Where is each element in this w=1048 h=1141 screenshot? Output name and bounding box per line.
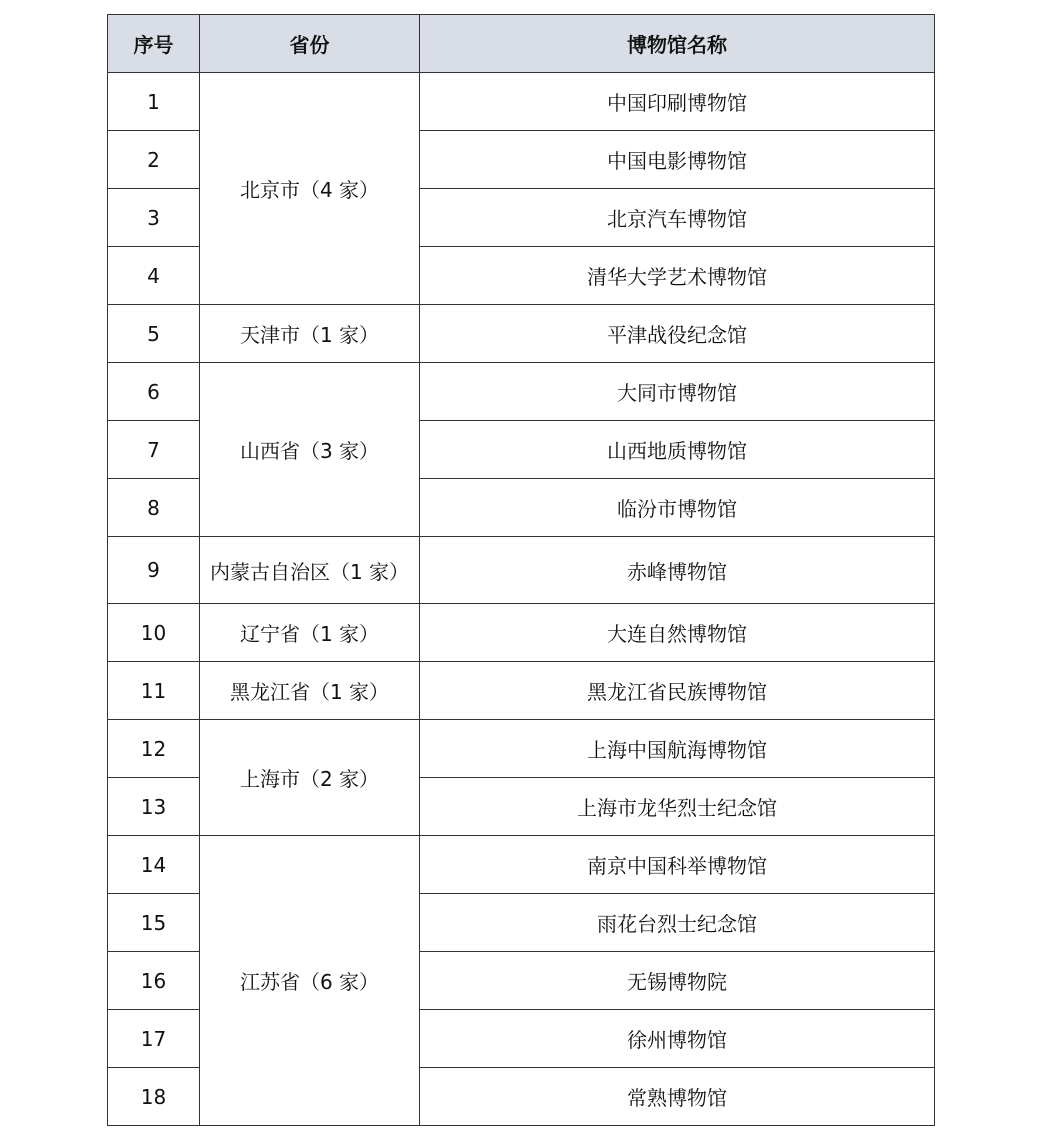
museum-name-cell: 赤峰博物馆 — [420, 537, 935, 604]
museum-name-cell: 临汾市博物馆 — [420, 479, 935, 537]
seq-cell: 8 — [108, 479, 200, 537]
province-cell: 江苏省（6 家） — [200, 836, 420, 1126]
seq-cell: 16 — [108, 952, 200, 1010]
museum-table — [107, 14, 935, 1126]
table-row — [108, 836, 935, 894]
table-row — [108, 537, 935, 604]
header-name: 博物馆名称 — [420, 15, 935, 73]
museum-name-cell: 上海市龙华烈士纪念馆 — [420, 778, 935, 836]
museum-name-cell: 山西地质博物馆 — [420, 421, 935, 479]
museum-name-cell: 大连自然博物馆 — [420, 604, 935, 662]
seq-cell: 2 — [108, 131, 200, 189]
province-cell: 辽宁省（1 家） — [200, 604, 420, 662]
seq-cell: 11 — [108, 662, 200, 720]
seq-cell: 5 — [108, 305, 200, 363]
seq-cell: 10 — [108, 604, 200, 662]
seq-cell: 6 — [108, 363, 200, 421]
museum-name-cell: 大同市博物馆 — [420, 363, 935, 421]
museum-name-cell: 清华大学艺术博物馆 — [420, 247, 935, 305]
museum-name-cell: 常熟博物馆 — [420, 1068, 935, 1126]
museum-name-cell: 平津战役纪念馆 — [420, 305, 935, 363]
seq-cell: 13 — [108, 778, 200, 836]
museum-name-cell: 无锡博物院 — [420, 952, 935, 1010]
seq-cell: 17 — [108, 1010, 200, 1068]
header-seq: 序号 — [108, 15, 200, 73]
museum-name-cell: 徐州博物馆 — [420, 1010, 935, 1068]
seq-cell: 1 — [108, 73, 200, 131]
museum-name-cell: 黑龙江省民族博物馆 — [420, 662, 935, 720]
table-row — [108, 73, 935, 131]
seq-cell: 3 — [108, 189, 200, 247]
province-cell: 上海市（2 家） — [200, 720, 420, 836]
table-row — [108, 720, 935, 778]
header-province: 省份 — [200, 15, 420, 73]
seq-cell: 4 — [108, 247, 200, 305]
museum-name-cell: 中国印刷博物馆 — [420, 73, 935, 131]
museum-name-cell: 雨花台烈士纪念馆 — [420, 894, 935, 952]
museum-name-cell: 上海中国航海博物馆 — [420, 720, 935, 778]
province-cell: 内蒙古自治区（1 家） — [200, 537, 420, 604]
header-row — [108, 15, 935, 73]
museum-name-cell: 北京汽车博物馆 — [420, 189, 935, 247]
seq-cell: 9 — [108, 537, 200, 604]
province-cell: 黑龙江省（1 家） — [200, 662, 420, 720]
province-cell: 北京市（4 家） — [200, 73, 420, 305]
table-row — [108, 604, 935, 662]
seq-cell: 7 — [108, 421, 200, 479]
province-cell: 天津市（1 家） — [200, 305, 420, 363]
table-row — [108, 662, 935, 720]
seq-cell: 14 — [108, 836, 200, 894]
table-row — [108, 305, 935, 363]
museum-name-cell: 南京中国科举博物馆 — [420, 836, 935, 894]
table-row — [108, 363, 935, 421]
museum-name-cell: 中国电影博物馆 — [420, 131, 935, 189]
seq-cell: 15 — [108, 894, 200, 952]
province-cell: 山西省（3 家） — [200, 363, 420, 537]
seq-cell: 12 — [108, 720, 200, 778]
seq-cell: 18 — [108, 1068, 200, 1126]
